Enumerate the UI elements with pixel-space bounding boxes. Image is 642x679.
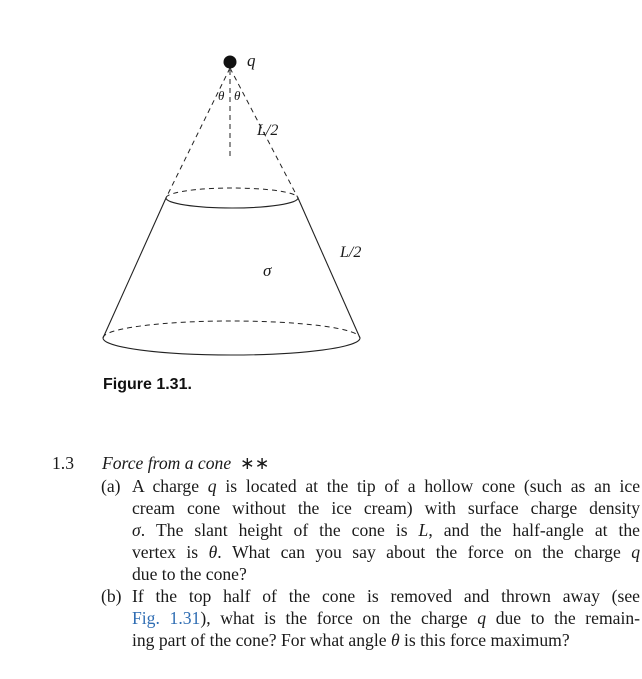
math-variable: θ <box>208 542 218 562</box>
text-run: ), what is the force on the charge <box>200 608 478 628</box>
text-run: If the top half of the cone is removed and thrown away (see <box>132 586 640 606</box>
math-variable: θ <box>390 630 400 650</box>
text-line <box>132 519 640 541</box>
text-run: is located at the tip of a hollow cone (such as an ice <box>216 476 641 496</box>
math-variable: q <box>207 476 217 496</box>
theta-right-label: θ <box>234 88 241 103</box>
base-ellipse-front <box>103 338 360 355</box>
middle-ellipse-front <box>166 198 298 208</box>
part-text <box>132 585 640 651</box>
math-variable: q <box>631 542 640 562</box>
text-run: , and the half-angle at the <box>428 520 640 540</box>
math-variable: L <box>418 520 429 540</box>
math-variable: q <box>477 608 487 628</box>
base-ellipse-back <box>103 321 360 338</box>
text-line <box>132 563 640 585</box>
problem-number: 1.3 <box>52 453 74 473</box>
theta-left-label: θ <box>218 88 225 103</box>
text-run: . The slant height of the cone is <box>140 520 419 540</box>
part-label: (b) <box>101 586 122 606</box>
problem-title <box>102 452 269 474</box>
sigma-label: σ <box>263 261 272 280</box>
lower-left-slant <box>103 198 166 338</box>
problem-1-3 <box>52 452 641 651</box>
text-run: is this force maximum? <box>399 630 570 650</box>
text-line <box>132 475 640 497</box>
text-run: cream cone without the ice cream) with surface charge density <box>132 498 640 518</box>
text-run: due to the remain- <box>486 608 641 628</box>
lower-right-slant <box>298 198 360 338</box>
math-variable: σ <box>132 520 141 540</box>
text-run: A charge <box>132 476 208 496</box>
problem-part-a <box>52 475 641 585</box>
lower-length-label: L/2 <box>340 244 362 261</box>
charge-label: q <box>247 51 256 70</box>
part-label: (a) <box>101 476 121 496</box>
difficulty-stars: ∗∗ <box>239 453 270 473</box>
upper-length-label: L/2 <box>257 122 279 139</box>
figure-caption: Figure 1.31. <box>103 376 192 393</box>
problem-parts <box>52 475 641 651</box>
text-run: due to the cone? <box>132 564 247 584</box>
problem-part-b <box>52 585 641 651</box>
text-line <box>132 497 640 519</box>
text-line <box>132 607 640 629</box>
text-line <box>132 541 640 563</box>
text-run: ing part of the cone? For what angle <box>132 630 391 650</box>
part-text <box>132 475 640 585</box>
text-line <box>132 585 640 607</box>
figure-reference-link[interactable]: Fig. 1.31 <box>132 608 201 628</box>
problem-title-text: Force from a cone <box>102 453 232 473</box>
text-line <box>132 629 640 651</box>
text-run: vertex is <box>132 542 209 562</box>
text-run: . What can you say about the force on the charge <box>217 542 632 562</box>
problem-header <box>52 452 632 475</box>
point-charge <box>224 56 237 69</box>
middle-ellipse-back <box>166 188 298 198</box>
